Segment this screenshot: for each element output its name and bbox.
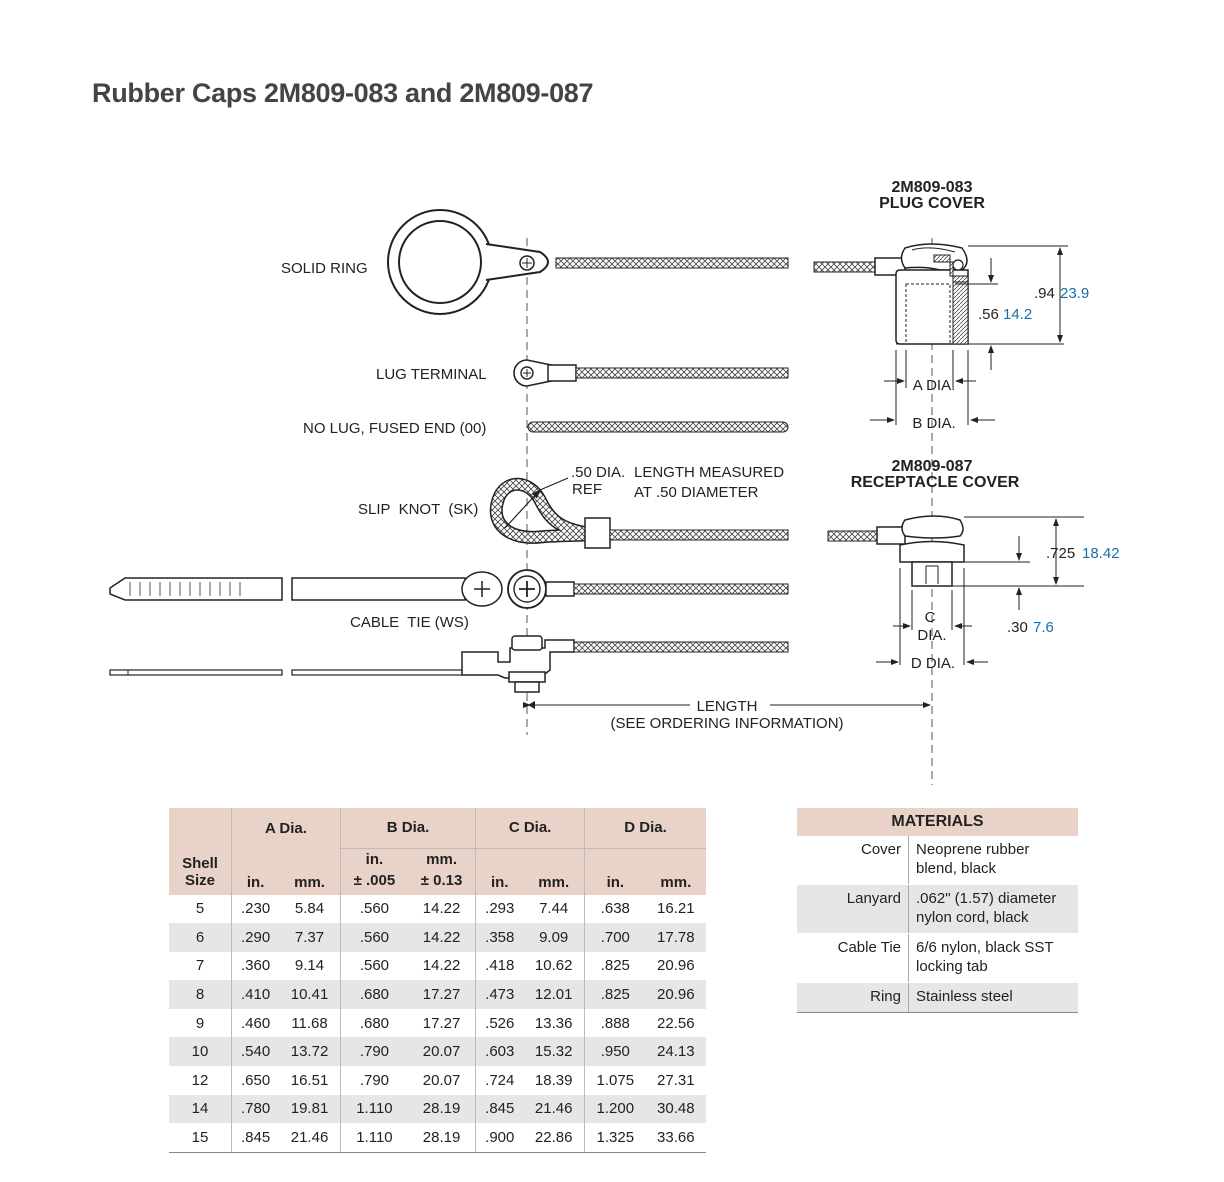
cable-tie-drawing: [110, 570, 788, 608]
plug-a-dia: A DIA.: [912, 377, 956, 394]
b-mm-header: mm.: [408, 848, 476, 870]
receptacle-cover-drawing: [828, 516, 1084, 665]
dimension-cell: 1.075: [585, 1066, 646, 1095]
label-no-lug: NO LUG, FUSED END (00): [303, 420, 487, 437]
dimension-cell: 28.19: [408, 1123, 476, 1152]
dimension-cell: .540: [232, 1037, 280, 1066]
dimension-cell: 13.72: [279, 1037, 340, 1066]
plug-title: PLUG COVER: [879, 195, 985, 212]
solid-ring-drawing: [388, 210, 788, 314]
group-a-header: A Dia.: [232, 808, 341, 848]
dimension-cell: 22.86: [523, 1123, 584, 1152]
dimension-cell: .560: [340, 952, 408, 981]
plug-height-in: .94: [1034, 285, 1055, 302]
table-row: [169, 923, 706, 952]
shell-size-cell: 9: [195, 1014, 205, 1032]
material-value-line1: Neoprene rubber: [916, 841, 1030, 858]
dimension-cell: 9.09: [523, 923, 584, 952]
label-at-diameter: AT .50 DIAMETER: [634, 484, 759, 501]
dimension-cell: 7.44: [539, 900, 569, 918]
material-value-line1: .062" (1.57) diameter: [916, 890, 1057, 907]
dimension-cell: .845: [476, 1095, 524, 1124]
dimension-cell: 22.56: [657, 1014, 695, 1032]
table-row: [169, 1123, 706, 1152]
cable-tie-side-drawing: [110, 636, 788, 692]
page-title: Rubber Caps 2M809-083 and 2M809-087: [92, 78, 594, 108]
dimension-cell: 15.32: [523, 1037, 584, 1066]
dimension-cell: 5.84: [294, 900, 325, 918]
dimension-cell: .410: [232, 980, 280, 1009]
dimension-cell: .680: [340, 1009, 408, 1038]
dimension-cell: .360: [232, 952, 280, 981]
dimension-cell: .680: [340, 980, 408, 1009]
dimension-cell: 1.200: [585, 1095, 646, 1124]
dimension-cell: .290: [232, 923, 280, 952]
dimension-cell: .603: [476, 1037, 524, 1066]
c-mm-header: mm.: [523, 848, 584, 895]
dimension-cell: 11.68: [291, 1014, 328, 1032]
dimension-cell: 20.96: [657, 957, 695, 975]
dimension-cell: .790: [340, 1066, 408, 1095]
plug-depth-mm: 14.2: [1003, 306, 1033, 323]
receptacle-height-in: .725: [1046, 545, 1076, 562]
receptacle-c-label: C: [924, 609, 936, 626]
dimension-cell: 20.07: [422, 1071, 461, 1089]
dimension-cell: 33.66: [646, 1123, 706, 1152]
dimension-cell: .845: [232, 1123, 280, 1152]
plug-part-number: 2M809-083: [891, 179, 973, 196]
table-row: [169, 1066, 706, 1095]
dimension-cell: 14.22: [422, 957, 461, 975]
dimension-cell: .700: [585, 923, 646, 952]
material-key: Ring: [797, 983, 909, 1013]
material-key: Lanyard: [797, 885, 909, 934]
table-row: [169, 952, 706, 981]
material-value-line2: locking tab: [916, 958, 988, 975]
dimension-cell: .526: [476, 1009, 524, 1038]
dimension-cell: 19.81: [279, 1095, 340, 1124]
dimension-cell: 20.07: [408, 1037, 476, 1066]
plug-height-mm: 23.9: [1060, 285, 1090, 302]
d-mm-header: mm.: [646, 848, 706, 895]
label-solid-ring: SOLID RING: [281, 260, 368, 277]
label-cable-tie: CABLE TIE (WS): [350, 614, 469, 631]
dimension-cell: .560: [340, 923, 408, 952]
dimension-cell: .888: [585, 1009, 646, 1038]
shell-size-cell: 12: [191, 1071, 209, 1089]
material-value: [909, 934, 1079, 983]
shell-size-cell: 7: [195, 957, 205, 975]
materials-row: [797, 983, 1078, 1013]
b-mm-tolerance: ± 0.13: [408, 870, 476, 895]
dimension-cell: 1.325: [585, 1123, 646, 1152]
dimension-cell: .638: [585, 895, 646, 924]
c-in-header: in.: [476, 848, 524, 895]
materials-row: [797, 836, 1078, 885]
dimension-cell: .230: [232, 895, 280, 924]
shell-size-cell: 6: [169, 923, 232, 952]
label-ordering-info: (SEE ORDERING INFORMATION): [610, 715, 844, 732]
dimension-cell: 14.22: [408, 923, 476, 952]
receptacle-c-dia: DIA.: [917, 627, 947, 644]
group-b-header: B Dia.: [340, 808, 475, 848]
shell-header-line1: Shell: [182, 854, 218, 872]
dimension-cell: .473: [476, 980, 524, 1009]
dimension-cell: 10.41: [279, 980, 340, 1009]
dimension-cell: .560: [340, 895, 408, 924]
material-value-line1: Stainless steel: [916, 988, 1013, 1005]
dimension-cell: .950: [585, 1037, 646, 1066]
materials-row: [797, 934, 1078, 983]
dimensions-table: [169, 808, 706, 1153]
shell-size-cell: 14: [169, 1095, 232, 1124]
shell-size-cell: 8: [169, 980, 232, 1009]
label-slip-dia: .50 DIA.: [571, 464, 626, 481]
materials-table: [797, 808, 1078, 1013]
plug-depth-in: .56: [978, 306, 999, 323]
dimension-cell: 10.62: [534, 957, 573, 975]
dimension-cell: .418: [476, 952, 524, 981]
materials-row: [797, 885, 1078, 934]
group-d-header: D Dia.: [585, 808, 707, 848]
dimension-cell: 1.110: [340, 1123, 408, 1152]
material-value: [909, 983, 1079, 1013]
material-key: Cable Tie: [797, 934, 909, 983]
dimension-cell: .293: [476, 895, 524, 924]
dimension-cell: .460: [232, 1009, 280, 1038]
table-row: [169, 1009, 706, 1038]
material-value-line2: nylon cord, black: [916, 909, 1029, 926]
label-length-measured: LENGTH MEASURED: [634, 464, 785, 481]
dimension-cell: 21.46: [523, 1095, 584, 1124]
plug-b-dia: B DIA.: [912, 415, 956, 432]
dimension-cell: 17.27: [422, 1014, 461, 1032]
material-value-line2: blend, black: [916, 860, 997, 877]
dimension-cell: 18.39: [534, 1071, 573, 1089]
dimension-cell: 9.14: [294, 957, 325, 975]
dimension-cell: 20.96: [646, 980, 706, 1009]
dimension-cell: 17.78: [646, 923, 706, 952]
receptacle-title: RECEPTACLE COVER: [850, 474, 1020, 491]
dimension-cell: .650: [232, 1066, 280, 1095]
dimension-cell: .724: [476, 1066, 524, 1095]
dimension-cell: .790: [340, 1037, 408, 1066]
label-slip-ref: REF: [572, 481, 602, 498]
material-value: [909, 885, 1079, 934]
shell-size-header: [169, 808, 232, 895]
label-lug-terminal: LUG TERMINAL: [376, 366, 487, 383]
dimension-cell: .825: [585, 952, 646, 981]
group-c-header: C Dia.: [476, 808, 585, 848]
label-length: LENGTH: [696, 698, 758, 715]
no-lug-drawing: [528, 422, 788, 432]
dimension-cell: 28.19: [408, 1095, 476, 1124]
label-slip-knot: SLIP KNOT (SK): [358, 501, 479, 518]
dimension-cell: .900: [476, 1123, 524, 1152]
dimension-cell: .780: [232, 1095, 280, 1124]
shell-size-cell: 10: [169, 1037, 232, 1066]
dimension-cell: 14.22: [422, 900, 461, 918]
a-mm-header: mm.: [279, 848, 340, 895]
plug-cover-drawing: [814, 244, 1068, 425]
dimension-cell: 16.21: [657, 900, 695, 918]
dimension-cell: 7.37: [279, 923, 340, 952]
a-in-header: in.: [232, 848, 280, 895]
dimension-cell: 24.13: [646, 1037, 706, 1066]
material-value-line1: 6/6 nylon, black SST: [916, 939, 1054, 956]
dimension-cell: .825: [585, 980, 646, 1009]
receptacle-part-number: 2M809-087: [891, 458, 973, 475]
dimension-cell: 16.51: [290, 1071, 329, 1089]
shell-header-line2: Size: [184, 871, 215, 889]
receptacle-depth-mm: 7.6: [1033, 619, 1054, 636]
table-row: [169, 980, 706, 1009]
b-in-tolerance: ± .005: [340, 870, 408, 895]
dimension-cell: 21.46: [279, 1123, 340, 1152]
dimension-cell: 1.110: [340, 1095, 408, 1124]
material-key: Cover: [797, 836, 909, 885]
materials-header: MATERIALS: [797, 808, 1078, 836]
table-row: [169, 1037, 706, 1066]
b-in-header: in.: [340, 848, 408, 870]
table-row: [169, 895, 706, 924]
dimension-cell: 12.01: [523, 980, 584, 1009]
dimension-cell: 17.27: [408, 980, 476, 1009]
receptacle-d-dia: D DIA.: [910, 655, 956, 672]
shell-size-cell: 15: [169, 1123, 232, 1152]
d-in-header: in.: [585, 848, 646, 895]
dimension-cell: 27.31: [657, 1071, 695, 1089]
dimension-cell: 30.48: [646, 1095, 706, 1124]
lug-terminal-drawing: [514, 360, 788, 386]
receptacle-height-mm: 18.42: [1082, 545, 1120, 562]
receptacle-depth-in: .30: [1007, 619, 1028, 636]
shell-size-cell: 5: [195, 900, 205, 918]
table-row: [169, 1095, 706, 1124]
material-value: [909, 836, 1079, 885]
dimension-cell: 13.36: [534, 1014, 573, 1032]
dimension-cell: .358: [476, 923, 524, 952]
